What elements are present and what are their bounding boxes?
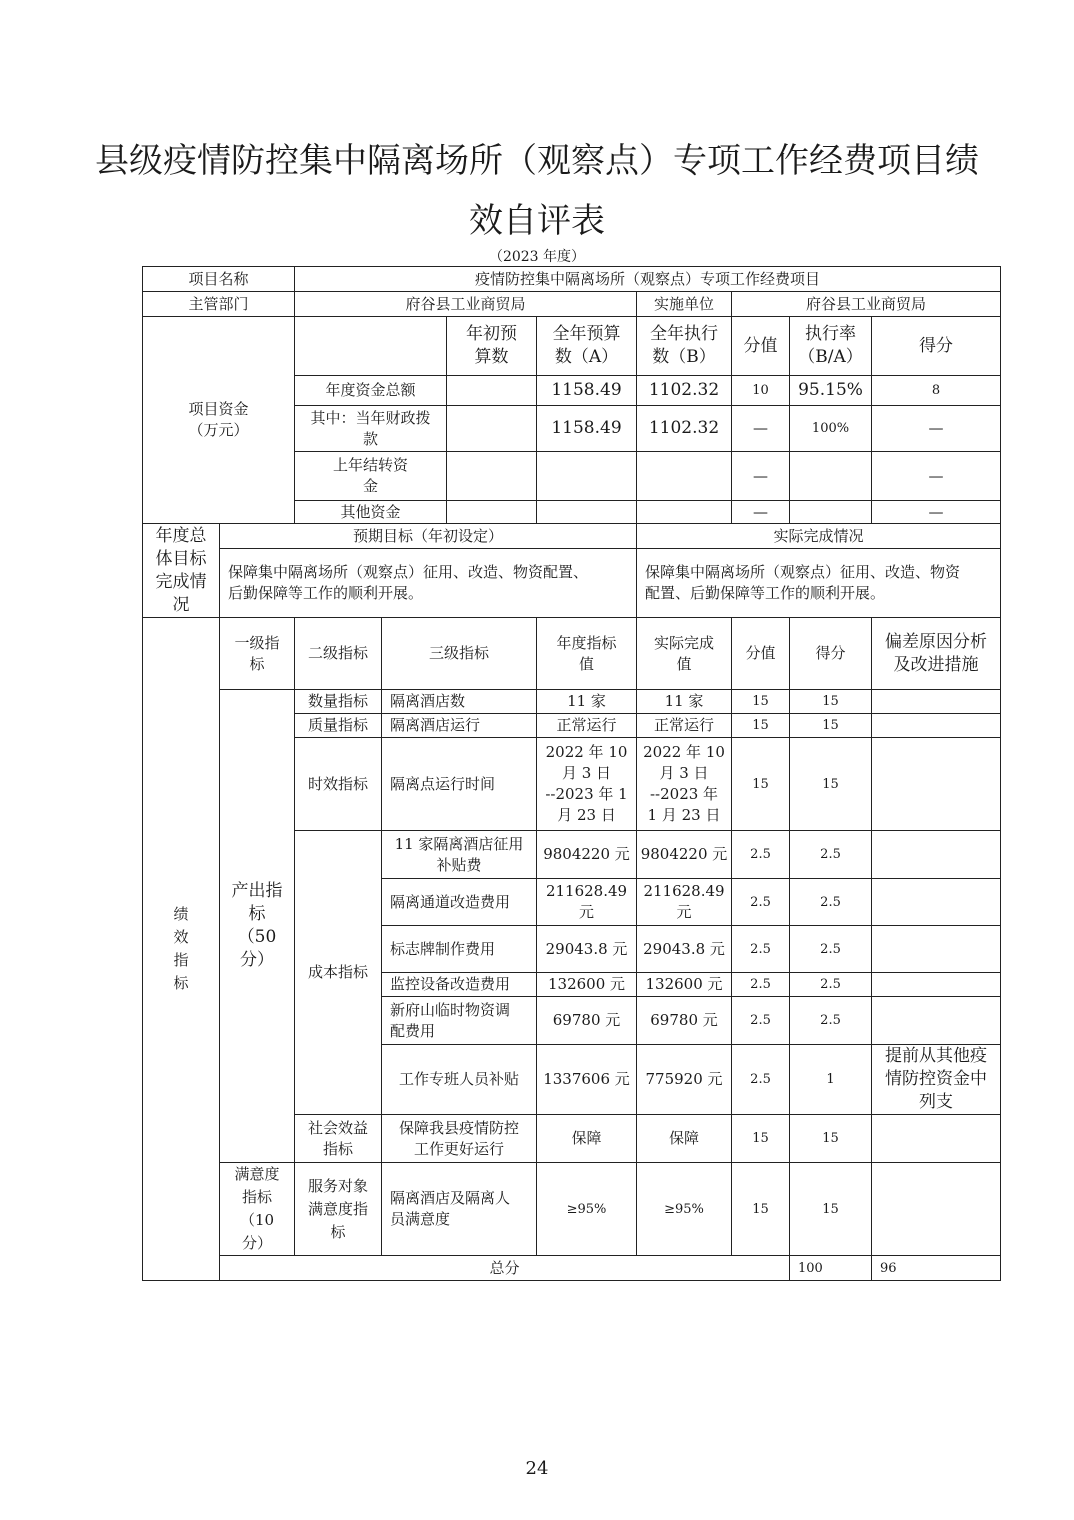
target-cell: 11 家 [537,690,637,714]
total-label: 总分 [220,1256,790,1281]
level3-cell: 新府山临时物资调 配费用 [382,997,537,1045]
funds-annual [537,452,637,501]
value-cell: 15 [732,1163,790,1256]
target-header: 年度指标 值 [537,618,637,690]
funds-value: — [732,501,790,524]
actual-cell: 211628.49 元 [637,879,732,926]
funds-annual: 1158.49 [537,376,637,406]
actual-cell: ≥95% [637,1163,732,1256]
score-header: 得分 [872,317,1001,376]
target-cell: 69780 元 [537,997,637,1045]
reason-cell [872,738,1001,831]
value-cell: 15 [732,1115,790,1163]
annual-budget-header: 全年预算 数（A） [537,317,637,376]
dept-value: 府谷县工业商贸局 [295,292,637,317]
page-number: 24 [525,1458,549,1479]
target-cell: 2022 年 10 月 3 日 --2023 年 1 月 23 日 [537,738,637,831]
level2-cell: 社会效益 指标 [295,1115,382,1163]
actual-cell: 正常运行 [637,714,732,738]
funds-value: — [732,452,790,501]
target-cell: 正常运行 [537,714,637,738]
target-cell: 1337606 元 [537,1045,637,1115]
score-cell: 2.5 [790,831,872,879]
reason-cell [872,714,1001,738]
score-cell: 2.5 [790,926,872,973]
funds-exec: 1102.32 [637,406,732,452]
funds-header-row [143,317,1001,376]
level2-cell: 服务对象 满意度指 标 [295,1163,382,1256]
output-indicator-label: 产出指 标 （50 分） [220,690,295,1163]
level3-cell: 监控设备改造费用 [382,973,537,997]
level1-header: 一级指 标 [220,618,295,690]
performance-indicator-label: 绩 效 指 标 [143,618,220,1281]
actual-goal-text: 保障集中隔离场所（观察点）征用、改造、物资 配置、后勤保障等工作的顺利开展。 [637,549,1001,618]
satisfaction-indicator-label: 满意度 指标 （10 分） [220,1163,295,1256]
actual-cell: 29043.8 元 [637,926,732,973]
funds-row-label: 其中：当年财政拨 款 [295,406,447,452]
goals-label: 年度总 体目标 完成情 况 [143,524,220,618]
target-cell: 132600 元 [537,973,637,997]
funds-row-label: 上年结转资 金 [295,452,447,501]
actual-goal-header: 实际完成情况 [637,524,1001,549]
funds-header-blank [295,317,447,376]
actual-cell: 132600 元 [637,973,732,997]
expected-goal-text: 保障集中隔离场所（观察点）征用、改造、物资配置、 后勤保障等工作的顺利开展。 [220,549,637,618]
indicator-header-row [143,618,1001,690]
funds-rate: 95.15% [790,376,872,406]
funds-value: — [732,406,790,452]
total-score: 96 [872,1256,1001,1281]
impl-value: 府谷县工业商贸局 [732,292,1001,317]
annual-exec-header: 全年执行 数（B） [637,317,732,376]
value-cell: 2.5 [732,879,790,926]
performance-table [142,266,1001,1281]
initial-budget-header: 年初预 算数 [447,317,537,376]
indicator-row [143,1163,1001,1256]
actual-cell: 11 家 [637,690,732,714]
funds-score: — [872,501,1001,524]
total-row [143,1256,1001,1281]
funds-score: — [872,406,1001,452]
target-cell: 211628.49 元 [537,879,637,926]
funds-rate: 100% [790,406,872,452]
level3-cell: 隔离通道改造费用 [382,879,537,926]
value-cell: 15 [732,690,790,714]
level3-cell: 标志牌制作费用 [382,926,537,973]
level2-cell: 时效指标 [295,738,382,831]
project-name: 疫情防控集中隔离场所（观察点）专项工作经费项目 [295,267,1001,292]
document-title-line2: 效自评表 [469,201,605,241]
score-cell: 1 [790,1045,872,1115]
score-header: 得分 [790,618,872,690]
funds-annual [537,501,637,524]
level3-header: 三级指标 [382,618,537,690]
value-cell: 2.5 [732,973,790,997]
document-title-line1: 县级疫情防控集中隔离场所（观察点）专项工作经费项目绩 [95,141,979,181]
value-cell: 15 [732,738,790,831]
score-cell: 15 [790,1115,872,1163]
level2-cell: 数量指标 [295,690,382,714]
level3-cell: 隔离点运行时间 [382,738,537,831]
value-cell: 15 [732,714,790,738]
exec-rate-header: 执行率 （B/A） [790,317,872,376]
funds-initial [447,452,537,501]
actual-cell: 69780 元 [637,997,732,1045]
funds-initial [447,501,537,524]
actual-cell: 9804220 元 [637,831,732,879]
target-cell: 9804220 元 [537,831,637,879]
funds-score: 8 [872,376,1001,406]
year-label: （2023 年度） [488,249,586,265]
reason-cell [872,831,1001,879]
funds-rate [790,452,872,501]
level3-cell: 隔离酒店及隔离人 员满意度 [382,1163,537,1256]
goals-header-row [143,524,1001,549]
score-cell: 2.5 [790,997,872,1045]
funds-label: 项目资金 （万元） [143,317,295,524]
funds-score: — [872,452,1001,501]
level3-cell: 保障我县疫情防控 工作更好运行 [382,1115,537,1163]
score-cell: 2.5 [790,879,872,926]
value-cell: 2.5 [732,997,790,1045]
funds-initial [447,376,537,406]
department-row [143,292,1001,317]
reason-cell [872,926,1001,973]
level3-cell: 隔离酒店运行 [382,714,537,738]
actual-cell: 2022 年 10 月 3 日 --2023 年 1 月 23 日 [637,738,732,831]
project-name-label: 项目名称 [143,267,295,292]
expected-goal-header: 预期目标（年初设定） [220,524,637,549]
score-cell: 15 [790,690,872,714]
target-cell: 29043.8 元 [537,926,637,973]
goals-row [143,549,1001,618]
target-cell: ≥95% [537,1163,637,1256]
indicator-row [143,690,1001,714]
reason-cell [872,879,1001,926]
score-cell: 15 [790,738,872,831]
reason-cell [872,1163,1001,1256]
reason-cell [872,1115,1001,1163]
impl-label: 实施单位 [637,292,732,317]
total-value: 100 [790,1256,872,1281]
reason-header: 偏差原因分析 及改进措施 [872,618,1001,690]
score-cell: 2.5 [790,973,872,997]
actual-header: 实际完成 值 [637,618,732,690]
funds-exec: 1102.32 [637,376,732,406]
level3-cell: 11 家隔离酒店征用 补贴费 [382,831,537,879]
value-cell: 2.5 [732,831,790,879]
reason-cell: 提前从其他疫 情防控资金中 列支 [872,1045,1001,1115]
funds-row-label: 年度资金总额 [295,376,447,406]
dept-label: 主管部门 [143,292,295,317]
score-cell: 15 [790,714,872,738]
score-value-header: 分值 [732,317,790,376]
value-header: 分值 [732,618,790,690]
actual-cell: 775920 元 [637,1045,732,1115]
funds-initial [447,406,537,452]
level2-cell: 质量指标 [295,714,382,738]
actual-cell: 保障 [637,1115,732,1163]
reason-cell [872,997,1001,1045]
project-name-row [143,267,1001,292]
funds-value: 10 [732,376,790,406]
level3-cell: 隔离酒店数 [382,690,537,714]
reason-cell [872,690,1001,714]
value-cell: 2.5 [732,1045,790,1115]
funds-exec [637,501,732,524]
reason-cell [872,973,1001,997]
cost-indicator-label: 成本指标 [295,831,382,1115]
funds-rate [790,501,872,524]
level3-cell: 工作专班人员补贴 [382,1045,537,1115]
funds-row-label: 其他资金 [295,501,447,524]
target-cell: 保障 [537,1115,637,1163]
funds-annual: 1158.49 [537,406,637,452]
value-cell: 2.5 [732,926,790,973]
level2-header: 二级指标 [295,618,382,690]
score-cell: 15 [790,1163,872,1256]
funds-exec [637,452,732,501]
